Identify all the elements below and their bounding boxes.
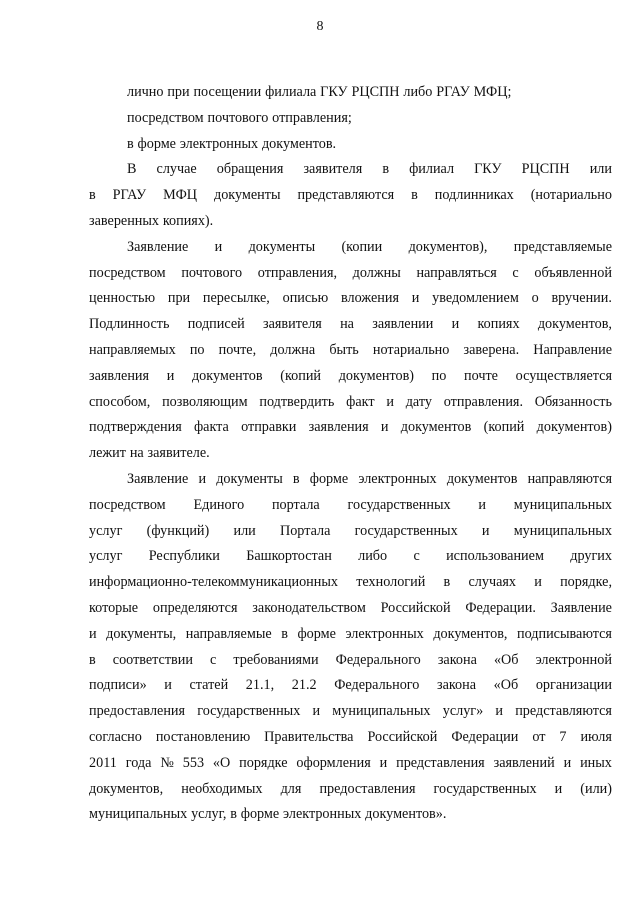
word: и [478,496,486,513]
word: с [210,651,217,668]
text-line [89,235,612,261]
word: с [413,548,420,565]
word: направляемые [185,625,272,642]
word: по [189,341,205,358]
word: случае [156,161,197,178]
word: и [481,522,490,539]
word: (копии [341,238,383,255]
word: «Об [493,677,519,694]
word: закона [437,651,477,668]
word: дату [405,393,432,410]
word: быть [329,341,359,358]
text-line [89,802,612,828]
word: и [411,290,420,307]
word: с [512,264,519,281]
word: предоставления [89,703,186,720]
word: «О [212,754,231,771]
word: и [198,470,207,487]
text-line [89,699,612,725]
word: отправления; [272,109,352,126]
word: или [233,522,256,539]
word: государственных [433,780,537,797]
word: документы [248,238,316,255]
word: РГАУ [112,187,147,204]
word: направляться [416,264,497,281]
word: иных [580,754,612,771]
word: документы [214,187,281,204]
text-line [89,596,612,622]
text-line [89,751,612,777]
word: электронных [358,470,437,487]
word: уведомлением [432,290,519,307]
word: электронных [345,625,424,642]
word: посредством [127,109,204,126]
word: ценностью [89,290,156,307]
word: (функций) [146,522,210,539]
word: осуществляется [515,367,612,384]
word: услуг» [442,703,484,720]
word: документов. [261,135,337,152]
text-line [89,157,612,183]
word: Федерации [451,728,519,745]
word: и [312,703,321,720]
word: заявителе. [147,445,210,462]
word: подтвердить [259,393,335,410]
word: ГКУ [320,84,348,100]
word: государственных [354,522,458,539]
word: Заявление [127,238,189,255]
word: Российской [380,599,451,616]
word: закона [436,677,477,694]
word: документов». [365,806,447,823]
word: 21.2 [291,677,317,694]
word: и [89,625,97,642]
word: обращения [216,161,284,178]
word: Федерального [335,651,421,668]
word: в [230,806,237,823]
word: о [531,290,539,307]
word: факта [193,419,229,436]
word: организации [535,677,612,694]
word: на [340,316,354,333]
text-line [89,106,612,132]
word: от [532,728,546,745]
word: услуг [89,548,123,565]
word: документов, [89,780,164,797]
text-line [89,441,612,467]
word: года [125,754,152,771]
word: документов [400,419,472,436]
word: для [280,780,302,797]
word: почтового [181,264,243,281]
word: в [443,574,451,591]
word: вручении. [551,290,612,307]
word: документов [191,367,263,384]
word: при [167,84,190,100]
word: предоставления [319,780,416,797]
word: постановлению [155,728,251,745]
word: и [379,754,388,771]
word: В [127,161,137,178]
word: копиях [477,316,520,333]
word: муниципальных [513,522,612,539]
word: использованием [446,548,544,565]
word: и [563,754,572,771]
word: объявленной [534,264,612,281]
word: определяются [152,599,238,616]
word: которые [89,599,139,616]
word: или [589,161,612,178]
word: документов, [433,625,508,642]
word: документов, [537,316,612,333]
word: оформления [296,754,371,771]
word: электронной [535,651,612,668]
word: Российской [367,728,438,745]
word: вложения [341,290,399,307]
word: 21.1, [245,677,275,694]
word: и [166,367,175,384]
word: и [214,238,223,255]
word: муниципальных [513,496,612,513]
word: и [380,419,389,436]
word: соответствии [112,651,193,668]
word: документов), [408,238,488,255]
text-line [89,519,612,545]
word: МФЦ [163,187,198,204]
word: № [160,754,174,771]
word: посредством [89,264,166,281]
word: направляются [527,470,612,487]
page-number: 8 [316,19,324,34]
text-line [89,570,612,596]
text-line [89,80,612,106]
text-line [89,544,612,570]
word: представления [396,754,485,771]
word: электронных [179,135,259,152]
word: отправки [241,419,297,436]
word: почте [464,367,498,384]
word: подписываются [517,625,612,642]
word: в [127,135,134,152]
text-line [89,364,612,390]
text-line [89,725,612,751]
word: законодательством [252,599,366,616]
word: подлинниках [434,187,514,204]
word: отправления, [257,264,338,281]
word: форме [297,625,336,642]
word: Подлинность [89,316,170,333]
word: заявителя [263,316,322,333]
word: отправления. [443,393,523,410]
word: представляются [297,187,395,204]
word: подписей [187,316,245,333]
word: 2011 [89,754,117,771]
text-line [89,467,612,493]
word: государственных [347,496,451,513]
word: филиала [265,84,317,100]
word: Направление [533,341,612,358]
word: при [167,290,191,307]
word: факт [346,393,375,410]
word: лично [127,84,164,100]
word: заявлений [493,754,555,771]
word: РЦСПН [351,84,400,100]
word: Портала [279,522,331,539]
word: в [89,651,96,668]
word: должна [270,341,316,358]
word: порядке, [560,574,612,591]
word: заявления [308,419,369,436]
word: услуг, [191,806,227,823]
word: требованиями [233,651,319,668]
word: муниципальных [332,703,431,720]
text-line [89,261,612,287]
text-line [89,132,612,158]
word: портала [271,496,320,513]
word: лежит [89,445,126,462]
word: МФЦ; [473,84,512,100]
word: случаях [468,574,517,591]
word: пересылке, [202,290,270,307]
word: подписи» [89,677,147,694]
word: нотариально [372,341,450,358]
word: в [292,470,300,487]
word: государственных [197,703,301,720]
word: на [129,445,144,462]
document-body [89,80,612,828]
word: либо [403,84,433,100]
word: посещении [193,84,262,100]
word: и [534,574,542,591]
word: РЦСПН [521,161,570,178]
word: технологий [356,574,426,591]
word: в [89,187,96,204]
word: должны [352,264,401,281]
word: в [281,625,288,642]
word: либо [358,548,388,565]
word: Федерации. [465,599,536,616]
word: «Об [493,651,519,668]
word: документов [446,470,518,487]
word: заверенных [89,212,160,229]
word: других [570,548,612,565]
word: информационно-телекоммуникационных [89,574,338,591]
text-line [89,777,612,803]
word: 7 [559,728,567,745]
word: РГАУ [436,84,470,100]
word: Башкортостан [246,548,332,565]
word: в [411,187,418,204]
word: заявления [89,367,150,384]
word: услуг [89,522,123,539]
word: Федерального [334,677,420,694]
word: (или) [580,780,612,797]
word: и [554,780,563,797]
word: Обязанность [534,393,612,410]
word: направляемых [89,341,176,358]
word: статей [189,677,229,694]
word: подтверждения [89,419,182,436]
text-line [89,390,612,416]
word: Заявление [127,470,189,487]
word: документов) [338,367,414,384]
text-line [89,312,612,338]
text-line [89,209,612,235]
word: филиал [409,161,455,178]
word: электронных [283,806,362,823]
word: Единого [193,496,245,513]
word: способом, [89,393,151,410]
text-line [89,673,612,699]
word: посредством [89,496,166,513]
word: (копий [483,419,525,436]
word: описью [282,290,329,307]
word: форме [309,470,349,487]
word: документы [216,470,283,487]
word: документы, [106,625,177,642]
word: форме [240,806,280,823]
word: документов) [536,419,612,436]
word: Республики [148,548,220,565]
word: Заявление [550,599,612,616]
word: представляются [515,703,612,720]
word: ГКУ [474,161,502,178]
word: и [386,393,394,410]
word: форме [137,135,176,152]
word: почтового [207,109,269,126]
word: и [451,316,460,333]
word: позволяющим [162,393,248,410]
word: копиях). [162,212,214,229]
word: заверена. [463,341,520,358]
text-line [89,493,612,519]
word: порядке [239,754,288,771]
word: 553 [182,754,205,771]
text-line [89,622,612,648]
word: июля [580,728,612,745]
word: согласно [89,728,142,745]
word: в [382,161,390,178]
word: (нотариально [530,187,612,204]
text-line [89,286,612,312]
text-line [89,183,612,209]
text-line [89,415,612,441]
word: (копий [280,367,322,384]
word: и [495,703,504,720]
word: муниципальных [89,806,188,823]
word: заявлении [372,316,434,333]
text-line [89,338,612,364]
word: Правительства [264,728,354,745]
text-line [89,648,612,674]
word: по [431,367,447,384]
word: заявителя [303,161,363,178]
word: представляемые [513,238,612,255]
word: почте, [218,341,257,358]
word: и [164,677,172,694]
word: необходимых [181,780,263,797]
